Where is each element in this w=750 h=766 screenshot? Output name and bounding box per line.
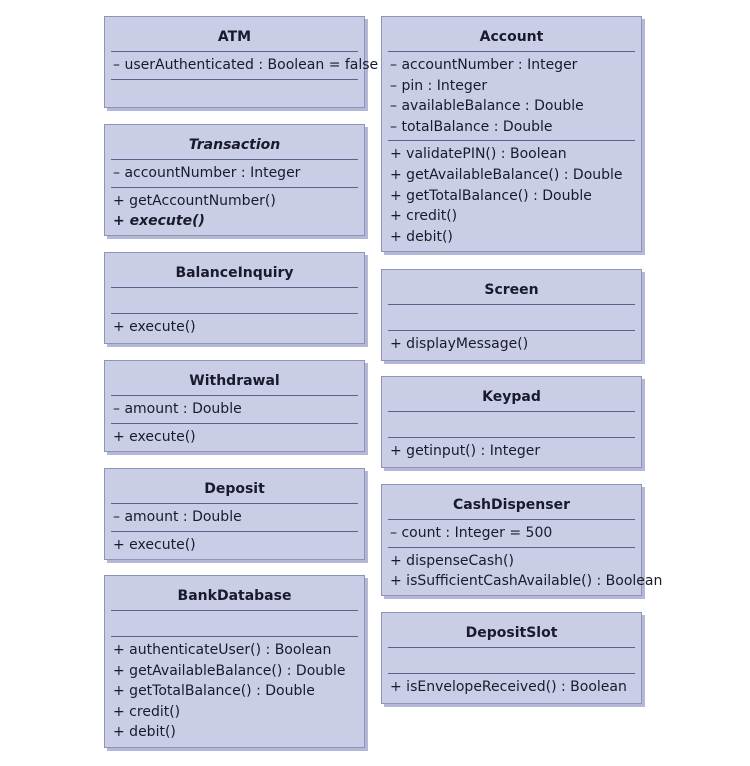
class-box-balance-inquiry	[104, 252, 365, 344]
operation: + dispenseCash()	[390, 552, 514, 569]
attribute: – userAuthenticated : Boolean = false	[113, 57, 379, 73]
attribute: – totalBalance : Double	[390, 118, 553, 135]
operation: + debit()	[113, 724, 176, 741]
operation: + getAvailableBalance() : Double	[113, 662, 346, 679]
class-box-deposit	[104, 468, 365, 560]
operation: + getTotalBalance() : Double	[113, 683, 315, 700]
class-name: Account	[388, 17, 635, 52]
operations-section	[111, 80, 358, 106]
class-box-transaction	[104, 124, 365, 236]
attributes-section	[111, 160, 358, 188]
operation: + displayMessage()	[390, 336, 529, 352]
attributes-section	[388, 520, 635, 548]
attributes-section	[111, 52, 379, 80]
class-name: BankDatabase	[111, 576, 358, 611]
class-box-screen	[381, 269, 642, 361]
operation: + execute()	[113, 319, 196, 335]
attributes-section	[388, 52, 635, 141]
attribute: – accountNumber : Integer	[390, 57, 578, 73]
attributes-section	[111, 396, 358, 424]
operation: + authenticateUser() : Boolean	[113, 642, 332, 658]
attribute: – count : Integer = 500	[390, 525, 553, 541]
class-box-deposit-slot	[381, 612, 642, 704]
operations-section	[388, 674, 635, 701]
class-box-keypad	[381, 376, 642, 468]
class-name: CashDispenser	[388, 485, 635, 520]
operations-section	[388, 438, 635, 465]
operation: + credit()	[113, 703, 181, 720]
class-name: Deposit	[111, 469, 358, 504]
operations-section	[111, 188, 358, 235]
attribute: – amount : Double	[113, 509, 242, 525]
operation: + debit()	[390, 228, 453, 245]
class-name: Screen	[388, 270, 635, 305]
class-name: Withdrawal	[111, 361, 358, 396]
class-box-cash-dispenser	[381, 484, 663, 596]
attribute: – availableBalance : Double	[390, 98, 584, 115]
operation: + getAccountNumber()	[113, 192, 276, 209]
class-name: Keypad	[388, 377, 635, 412]
operations-section	[111, 532, 358, 559]
operations-section	[388, 548, 663, 595]
abstract-operation: + execute()	[113, 213, 205, 230]
class-box-account	[381, 16, 642, 252]
operation: + isEnvelopeReceived() : Boolean	[390, 679, 627, 695]
class-box-atm	[104, 16, 379, 108]
operation: + execute()	[113, 428, 196, 445]
attribute: – amount : Double	[113, 401, 242, 417]
class-name: ATM	[111, 17, 358, 52]
operations-section	[388, 331, 635, 358]
attributes-section	[388, 648, 635, 674]
attributes-section	[111, 611, 358, 637]
attributes-section	[111, 288, 358, 314]
operations-section	[111, 314, 358, 341]
attributes-section	[388, 305, 635, 331]
operation: + credit()	[390, 208, 458, 225]
attribute: – accountNumber : Integer	[113, 165, 301, 181]
operation: + validatePIN() : Boolean	[390, 146, 567, 163]
class-box-withdrawal	[104, 360, 365, 452]
operations-section	[388, 141, 635, 250]
attribute: – pin : Integer	[390, 77, 488, 94]
class-box-bank-database	[104, 575, 365, 748]
attributes-section	[111, 504, 358, 532]
class-name: Transaction	[111, 125, 358, 160]
operations-section	[111, 637, 358, 746]
operation: + getTotalBalance() : Double	[390, 187, 592, 204]
operation: + getinput() : Integer	[390, 443, 541, 459]
class-name: DepositSlot	[388, 613, 635, 648]
operation: + getAvailableBalance() : Double	[390, 166, 623, 183]
operation: + execute()	[113, 536, 196, 553]
operations-section	[111, 424, 358, 451]
class-name: BalanceInquiry	[111, 253, 358, 288]
operation: + isSufficientCashAvailable() : Boolean	[390, 573, 663, 590]
attributes-section	[388, 412, 635, 438]
